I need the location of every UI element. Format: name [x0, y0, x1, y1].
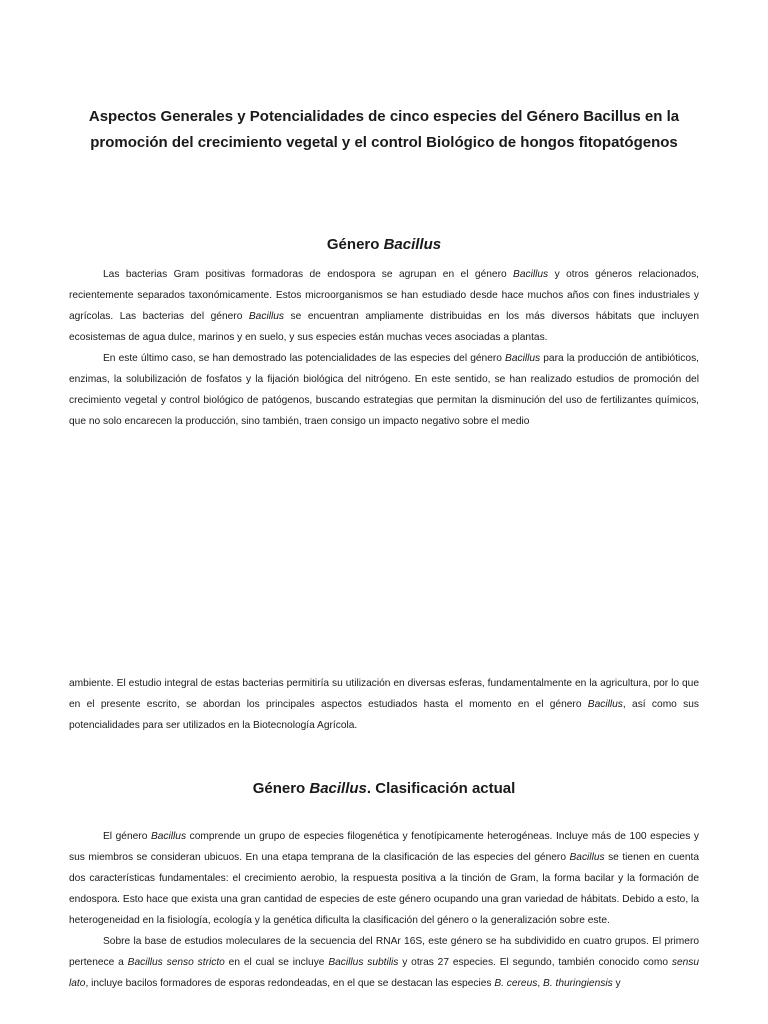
section-heading-clasificacion: Género Bacillus. Clasificación actual: [252, 780, 516, 797]
paragraph-potential-continued: ambiente. El estudio integral de estas bacterias permitiría su utilización en diversas esferas, fundamentalmente en la agricultura, por lo que en el presente escrito, se abordan los principales aspectos estudiados hasta el momento en el género Bacillus, así como sus potencialidades para ser utilizados en la Biotecnología Agrícola.: [69, 678, 699, 731]
paragraph-potential: En este último caso, se han demostrado las potencialidades de las especies del género Bacillus para la producción de antibióticos, enzimas, la solubilización de fosfatos y la fijación biológica del nitrógeno. En este sentido, se han realizado estudios de promoción del crecimiento vegetal y control biológico de patógenos, buscando estrategias que permitan la disminución del uso de fertilizantes químicos, que no solo encarecen la producción, sino también, traen consigo un impacto negativo sobre el medio: [69, 353, 699, 427]
document-title: [60, 104, 708, 156]
paragraph-classification: El género Bacillus comprende un grupo de especies filogenética y fenotípicamente heterogéneas. Incluye más de 100 especies y sus miembros se consideran ubicuos. En una etapa temprana de la clasificación de las especies del género Bacillus se tienen en cuenta dos características fundamentales: el crecimiento aerobio, la respuesta positiva a la tinción de Gram, la forma bacilar y la formación de endospora. Esto hace que exista una gran cantidad de especies de este género ocupando una gran variedad de hábitats. Debido a esto, la heterogeneidad en la fisiología, ecología y la genética dificulta la clasificación del género o la generalización sobre este.: [69, 831, 699, 926]
section2-body: [69, 826, 699, 994]
section1-body-continued: [69, 673, 699, 736]
title-line-2: promoción del crecimiento vegetal y el control Biológico de hongos fitopatógenos: [90, 134, 678, 151]
title-line-1: Aspectos Generales y Potencialidades de cinco especies del Género Bacillus en la: [88, 108, 680, 125]
paragraph-molecular-groups: Sobre la base de estudios moleculares de la secuencia del RNAr 16S, este género se ha subdividido en cuatro grupos. El primero pertenece a Bacillus senso stricto en el cual se incluye Bacillus subtilis y otras 27 especies. El segundo, también conocido como sensu lato, incluye bacilos formadores de esporas redondeadas, en el que se destacan las especies B. cereus, B. thuringiensis y: [69, 936, 700, 989]
section1-body: [69, 264, 699, 432]
paragraph-intro: Las bacterias Gram positivas formadoras de endospora se agrupan en el género Bacillus y otros géneros relacionados, recientemente separados taxonómicamente. Estos microorganismos se han estudiado desde hace muchos años con fines industriales y agrícolas. Las bacterias del género Bacillus se encuentran ampliamente distribuidas en los más diversos hábitats que incluyen ecosistemas de agua dulce, marinos y en suelo, y sus especies están muchas veces asociadas a plantas.: [69, 269, 699, 343]
section-heading-genero-bacillus: Género Bacillus: [326, 236, 442, 253]
